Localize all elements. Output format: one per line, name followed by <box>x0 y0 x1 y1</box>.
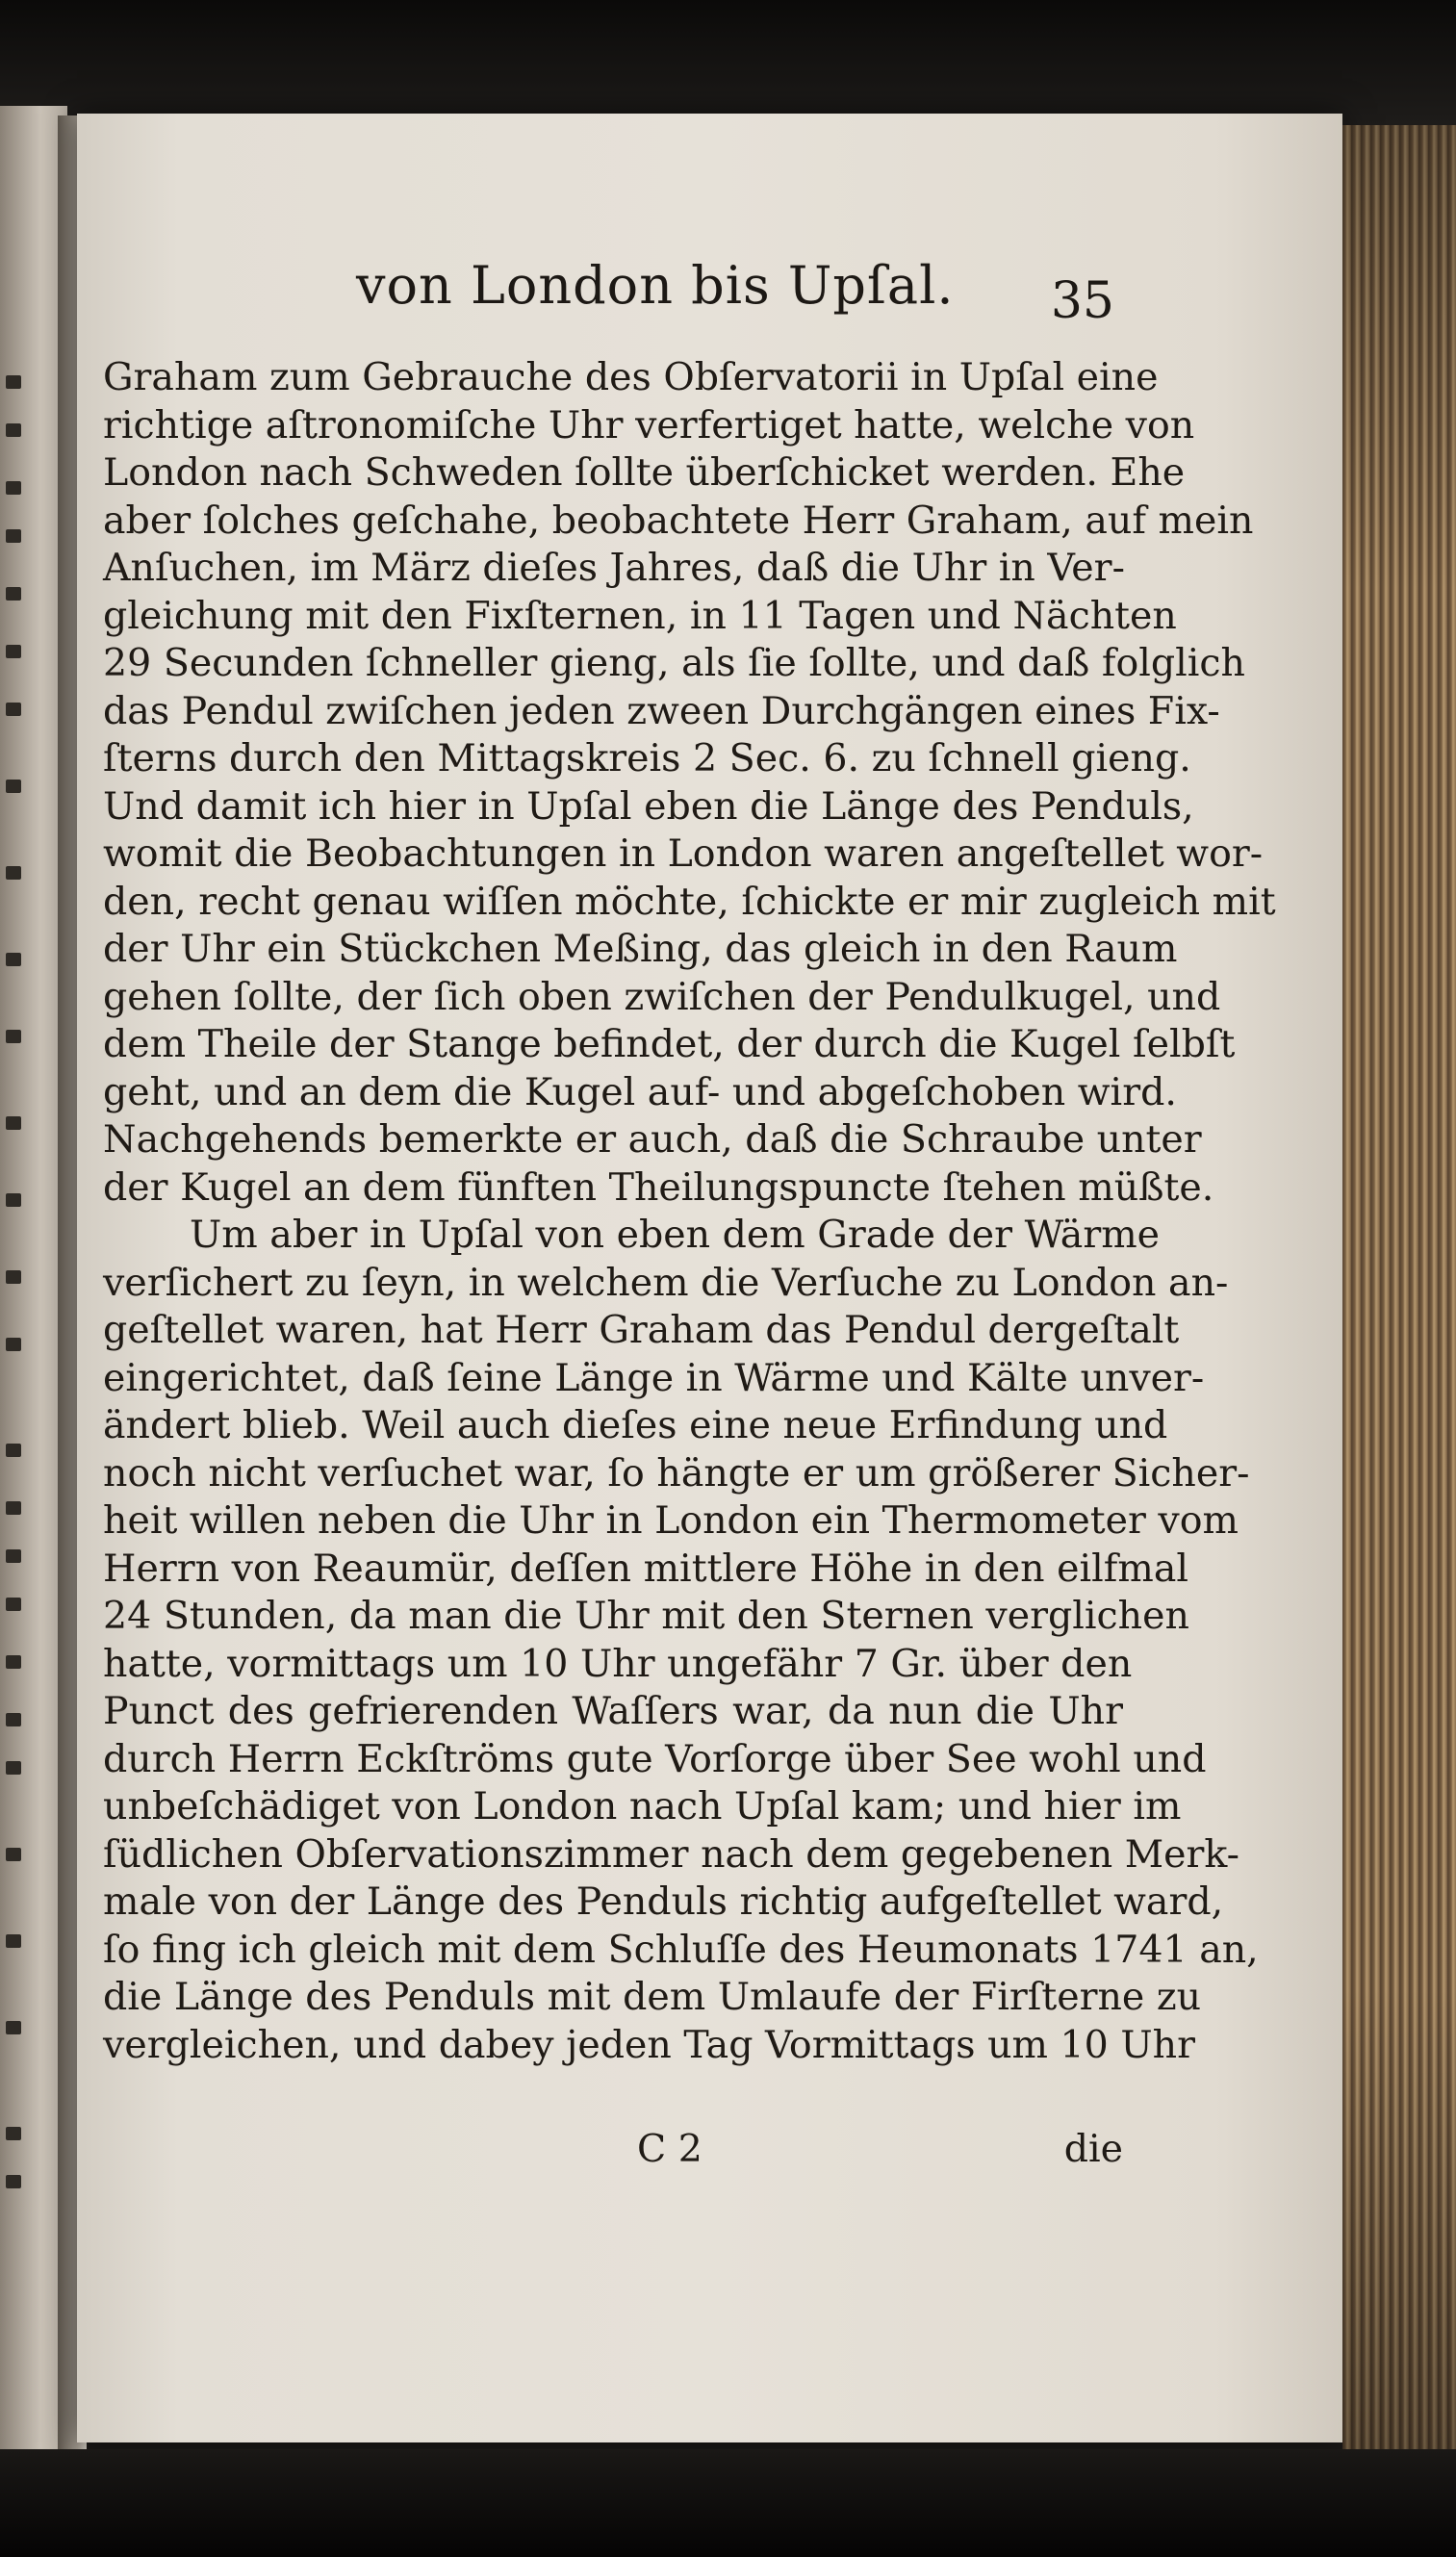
text-line: den, recht genau wiſſen möchte, ſchickte er mir zugleich mit <box>103 879 1276 924</box>
page-number: 35 <box>1050 272 1114 330</box>
body-text <box>103 354 1276 2069</box>
catchword: die <box>1063 2127 1123 2171</box>
signature-mark: C 2 <box>637 2127 702 2171</box>
text-line: richtige aſtronomiſche Uhr verfertiget hatte, welche von <box>103 402 1195 447</box>
text-line: geſtellet waren, hat Herr Graham das Pendul dergeſtalt <box>103 1308 1180 1352</box>
text-line: heit willen neben die Uhr in London ein Thermometer vom <box>103 1498 1239 1543</box>
text-line: Und damit ich hier in Upſal eben die Länge des Penduls, <box>103 783 1194 829</box>
text-line: noch nicht verſuchet war, ſo hängte er um größerer Sicher- <box>103 1450 1250 1496</box>
text-line: Graham zum Gebrauche des Obſervatorii in Upſal eine <box>103 355 1159 399</box>
text-line: Herrn von Reaumür, deſſen mittlere Höhe in den eilfmal <box>103 1546 1189 1591</box>
text-line: vergleichen, und dabey jeden Tag Vormittags um 10 Uhr <box>103 2022 1195 2067</box>
text-line: das Pendul zwiſchen jeden zween Durchgängen eines Fix- <box>103 688 1220 733</box>
page-edges <box>1342 125 1456 2454</box>
text-line: verſichert zu ſeyn, in welchem die Verſuche zu London an- <box>103 1260 1229 1305</box>
text-line: 24 Stunden, da man die Uhr mit den Sternen verglichen <box>103 1594 1189 1638</box>
text-line: durch Herrn Eckſtröms gute Vorſorge über See wohl und <box>103 1736 1207 1781</box>
text-line: ändert blieb. Weil auch dieſes eine neue Erfindung und <box>103 1403 1168 1447</box>
text-line: Nachgehends bemerkte er auch, daß die Schraube unter <box>103 1117 1202 1162</box>
text-line: hatte, vormittags um 10 Uhr ungefähr 7 Gr. über den <box>103 1641 1133 1686</box>
top-shadow <box>0 0 1456 125</box>
text-line: London nach Schweden ſollte überſchicket werden. Ehe <box>103 450 1186 495</box>
text-line: der Kugel an dem fünften Theilungspuncte ſtehen müßte. <box>103 1164 1214 1210</box>
text-line: womit die Beobachtungen in London waren angeſtellet wor- <box>103 831 1264 876</box>
running-header: von London bis Upſal. <box>356 255 955 316</box>
text-line: dem Theile der Stange befindet, der durch die Kugel ſelbſt <box>103 1022 1236 1066</box>
text-line: ſüdlichen Obſervationszimmer nach dem gegebenen Merk- <box>103 1831 1239 1877</box>
text-line: geht, und an dem die Kugel auf- und abgeſchoben wird. <box>103 1069 1177 1114</box>
text-line: die Länge des Penduls mit dem Umlaufe der Firſterne zu <box>103 1975 1202 2019</box>
text-line: gehen ſollte, der ſich oben zwiſchen der Pendulkugel, und <box>103 974 1221 1019</box>
text-line: Punct des gefrierenden Waſſers war, da nun die Uhr <box>103 1689 1123 1733</box>
page-footer <box>103 2127 1123 2185</box>
text-line: unbeſchädiget von London nach Upſal kam; und hier im <box>103 1784 1182 1828</box>
text-line: aber ſolches geſchahe, beobachtete Herr Graham, auf mein <box>103 498 1254 543</box>
bottom-shadow <box>0 2449 1456 2557</box>
text-line: ſo fing ich gleich mit dem Schluſſe des Heumonats 1741 an, <box>103 1927 1259 1972</box>
text-line: gleichung mit den Fixſternen, in 11 Tagen und Nächten <box>103 593 1177 638</box>
text-line: eingerichtet, daß ſeine Länge in Wärme und Kälte unver- <box>103 1355 1205 1400</box>
text-line: ſterns durch den Mittagskreis 2 Sec. 6. zu ſchnell gieng. <box>103 736 1191 780</box>
text-line: male von der Länge des Penduls richtig aufgeſtellet ward, <box>103 1879 1224 1924</box>
text-line: Anſuchen, im März dieſes Jahres, daß die Uhr in Ver- <box>103 546 1125 590</box>
text-line: der Uhr ein Stückchen Meßing, das gleich in den Raum <box>103 927 1178 971</box>
text-line: 29 Secunden ſchneller gieng, als ſie ſollte, und daß folglich <box>103 641 1245 685</box>
text-line-paragraph-start: Um aber in Upſal von eben dem Grade der Wärme <box>190 1213 1161 1257</box>
